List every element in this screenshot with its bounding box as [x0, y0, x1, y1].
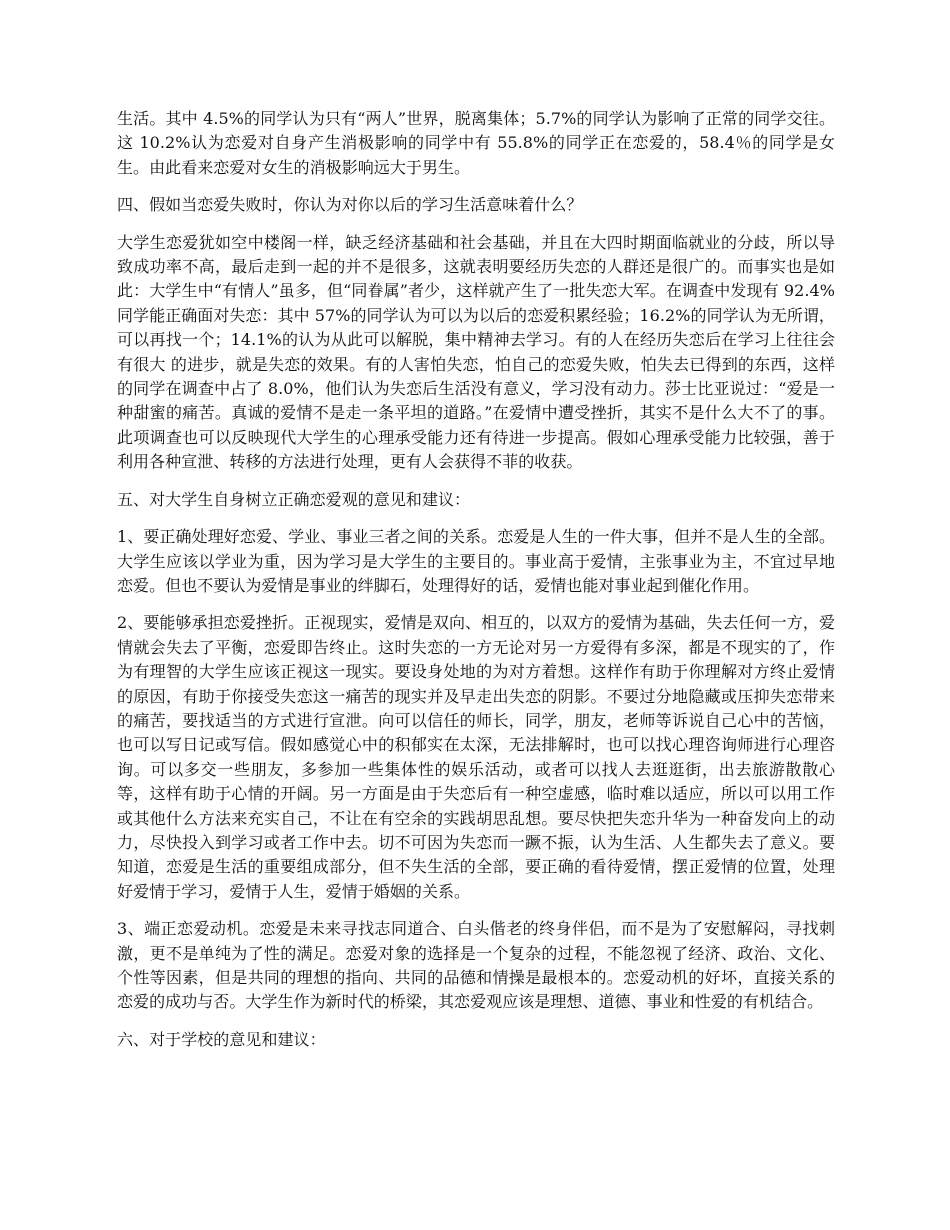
section-heading-4: 四、假如当恋爱失败时，你认为对你以后的学习生活意味着什么？	[117, 195, 583, 215]
section-heading-5: 五、对大学生自身树立正确恋爱观的意见和建议：	[117, 489, 471, 509]
document-page	[117, 107, 835, 1065]
paragraph-survey-result: 生活。其中 4.5%的同学认为只有“两人”世界，脱离集体；5.7%的同学认为影响了正常的同学交往。这 10.2%认为恋爱对自身产生消极影响的同学中有 55.8%的同学正在恋爱的，58.4％的同学是女生。由此看来恋爱对女生的消极影响远大于男生。	[117, 109, 835, 177]
section-heading-6: 六、对于学校的意见和建议：	[117, 1029, 326, 1049]
paragraph-advice-2: 2、要能够承担恋爱挫折。正视现实，爱情是双向、相互的，以双方的爱情为基础，失去任何一方，爱情就会失去了平衡，恋爱即告终止。这时失恋的一方无论对另一方爱得有多深，都是不现实的了，作为有理智的大学生应该正视这一现实。要设身处地的为对方着想。这样作有助于你理解对方终止爱情的原因，有助于你接受失恋这一痛苦的现实并及早走出失恋的阴影。不要过分地隐藏或压抑失恋带来的痛苦，要找适当的方式进行宣泄。向可以信任的师长，同学，朋友，老师等诉说自己心中的苦恼，也可以写日记或写信。假如感觉心中的积郁实在太深，无法排解时，也可以找心理咨询师进行心理咨询。可以多交一些朋友，多参加一些集体性的娱乐活动，或者可以找人去逛逛街，出去旅游散散心等，这样有助于心情的开阔。另一方面是由于失恋后有一种空虚感，临时难以适应，所以可以用工作或其他什么方法来充实自己，不让在有空余的实践胡思乱想。要尽快把失恋升华为一种奋发向上的动力，尽快投入到学习或者工作中去。切不可因为失恋而一蹶不振，认为生活、人生都失去了意义。要知道，恋爱是生活的重要组成部分，但不失生活的全部，要正确的看待爱情，摆正爱情的位置，处理好爱情于学习，爱情于人生，爱情于婚姻的关系。	[117, 613, 835, 901]
paragraph-breakup-analysis: 大学生恋爱犹如空中楼阁一样，缺乏经济基础和社会基础，并且在大四时期面临就业的分歧，所以导致成功率不高，最后走到一起的并不是很多，这就表明要经历失恋的人群还是很广的。而事实也是如此：大学生中“有情人”虽多，但“同眷属”者少，这样就产生了一批失恋大军。在调查中发现有 92.4%同学能正确面对失恋：其中 57%的同学认为可以为以后的恋爱积累经验；16.2%的同学认为无所谓，可以再找一个；14.1%的认为从此可以解脱，集中精神去学习。有的人在经历失恋后在学习上往往会有很大 的进步，就是失恋的效果。有的人害怕失恋，怕自己的恋爱失败，怕失去已得到的东西，这样的同学在调查中占了 8.0%，他们认为失恋后生活没有意义，学习没有动力。莎士比亚说过：“爱是一种甜蜜的痛苦。真诚的爱情不是走一条平坦的道路。”在爱情中遭受挫折，其实不是什么大不了的事。此项调查也可以反映现代大学生的心理承受能力还有待进一步提高。假如心理承受能力比较强，善于利用各种宣泄、转移的方法进行处理，更有人会获得不菲的收获。	[117, 232, 835, 472]
paragraph-advice-1: 1、要正确处理好恋爱、学业、事业三者之间的关系。恋爱是人生的一件大事，但并不是人生的全部。大学生应该以学业为重，因为学习是大学生的主要目的。事业高于爱情，主张事业为主，不宜过早地恋爱。但也不要认为爱情是事业的绊脚石，处理得好的话，爱情也能对事业起到催化作用。	[117, 527, 835, 595]
paragraph-advice-3: 3、端正恋爱动机。恋爱是未来寻找志同道合、白头偕老的终身伴侣，而不是为了安慰解闷，寻找刺激，更不是单纯为了性的满足。恋爱对象的选择是一个复杂的过程，不能忽视了经济、政治、文化、个性等因素，但是共同的理想的指向、共同的品德和情操是最根本的。恋爱动机的好坏，直接关系的恋爱的成功与否。大学生作为新时代的桥梁，其恋爱观应该是理想、道德、事业和性爱的有机结合。	[117, 919, 835, 1012]
